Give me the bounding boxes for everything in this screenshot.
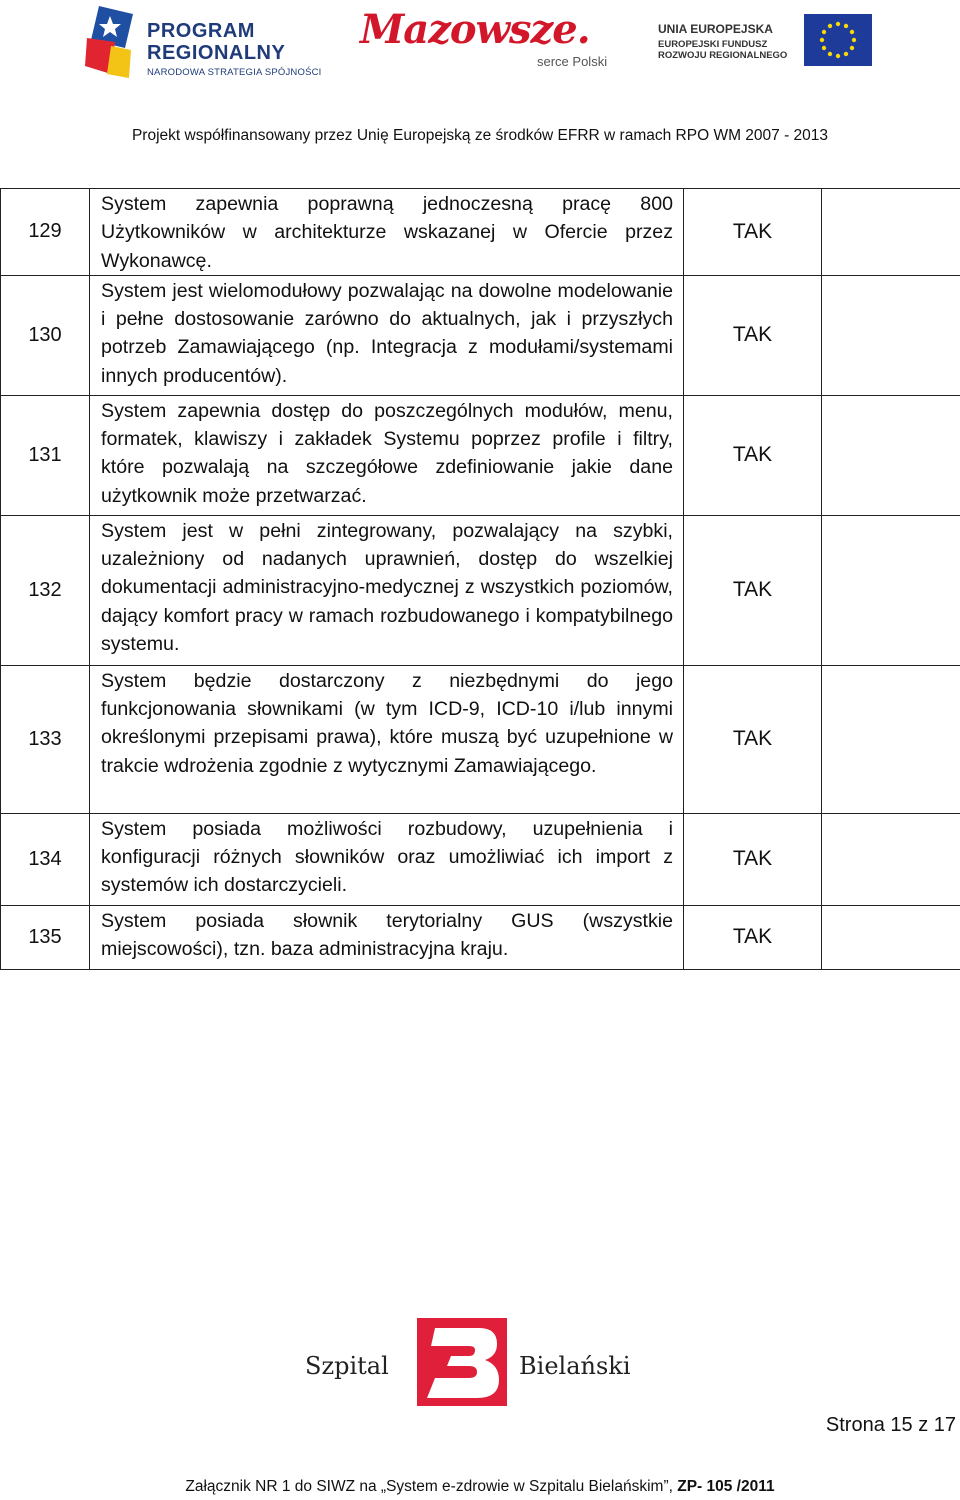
row-number: 134 (1, 813, 90, 905)
eu-fund-logo (658, 14, 878, 74)
row-empty-cell (822, 905, 960, 969)
row-number: 131 (1, 395, 90, 515)
row-value: TAK (684, 515, 822, 665)
row-value: TAK (684, 813, 822, 905)
bielanski-b-icon (417, 1318, 507, 1406)
row-description: System jest wielomodułowy pozwalając na dowolne modelowanie i pełne dostosowanie zarówno do aktualnych, jak i przyszłych potrzeb Zamawiającego (np. Integracja z modułami/systemami innych producentów). (101, 279, 673, 387)
table-row (1, 813, 960, 905)
row-number: 132 (1, 515, 90, 665)
mazowsze-logo (360, 6, 620, 76)
row-description-cell (90, 813, 684, 905)
row-description-cell (90, 665, 684, 813)
row-description-cell (90, 905, 684, 969)
row-empty-cell (822, 395, 960, 515)
row-description: System posiada słownik terytorialny GUS (wszystkie miejscowości), tzn. baza administracyjna kraju. (101, 909, 673, 961)
row-description: System zapewnia dostęp do poszczególnych modułów, menu, formatek, klawiszy i zakładek Systemu poprzez profile i filtry, które pozwalają na szczegółowe zdefiniowanie jakie dane użytkownik może przetwarzać. (101, 399, 673, 507)
mazowsze-tagline: serce Polski (537, 54, 608, 69)
row-description-cell (90, 275, 684, 395)
row-empty-cell (822, 189, 960, 276)
table-row (1, 905, 960, 969)
table-row (1, 665, 960, 813)
row-description: System będzie dostarczony z niezbędnymi do jego funkcjonowania słownikami (w tym ICD-9, ICD-10 i/lub innymi określonymi przepisami prawa), które muszą być uzupełnione w trakcie wdrożenia zgodnie z wytycznymi Zamawiającego. (101, 669, 673, 777)
program-logo-line2: REGIONALNY (147, 42, 286, 64)
row-description: System jest w pełni zintegrowany, pozwalający na szybki, uzależniony od nadanych uprawnień, dostęp do wszelkiej dokumentacji administracyjno-medycznej z wszystkich poziomów, dający komfort pracy w ramach rozbudowanego i kompatybilnego systemu. (101, 519, 673, 656)
mazowsze-wordmark: Mazowsze. (360, 6, 590, 53)
attachment-note-ref: ZP- 105 /2011 (677, 1478, 775, 1495)
row-value: TAK (684, 395, 822, 515)
szpital-bielanski-logo (305, 1318, 657, 1408)
attachment-note (0, 1478, 960, 1496)
row-description: System posiada możliwości rozbudowy, uzupełnienia i konfiguracji różnych słowników oraz umożliwiać ich import z systemów ich dostarczycieli. (101, 817, 673, 897)
program-logo-line3: NARODOWA STRATEGIA SPÓJNOŚCI (147, 67, 322, 78)
eu-logo-line2: EUROPEJSKI FUNDUSZ (658, 39, 768, 50)
header-logos (85, 0, 875, 85)
row-empty-cell (822, 275, 960, 395)
page-number: Strona 15 z 17 (825, 1414, 956, 1436)
eu-logo-line3: ROZWOJU REGIONALNEGO (658, 50, 788, 61)
program-logo-line1: PROGRAM (147, 20, 255, 42)
hospital-logo-right-text: Bielański (519, 1352, 631, 1380)
table-row (1, 515, 960, 665)
row-empty-cell (822, 515, 960, 665)
program-regionalny-logo (85, 2, 335, 82)
row-value: TAK (684, 189, 822, 276)
table-row (1, 275, 960, 395)
row-description: System zapewnia poprawną jednoczesną pracę 800 Użytkowników w architekturze wskazanej w Ofercie przez Wykonawcę. (101, 193, 673, 272)
row-empty-cell (822, 665, 960, 813)
row-description-cell (90, 395, 684, 515)
row-number: 130 (1, 275, 90, 395)
table-row (1, 189, 960, 276)
eu-logo-line1: UNIA EUROPEJSKA (658, 22, 773, 36)
requirements-table (0, 188, 960, 970)
row-number: 135 (1, 905, 90, 969)
row-value: TAK (684, 275, 822, 395)
hospital-logo-left-text: Szpital (305, 1352, 389, 1380)
row-value: TAK (684, 665, 822, 813)
row-description-cell (90, 189, 684, 276)
program-regionalny-star-icon (85, 4, 135, 80)
row-number: 129 (1, 189, 90, 276)
row-value: TAK (684, 905, 822, 969)
row-empty-cell (822, 813, 960, 905)
table-row (1, 395, 960, 515)
cofinancing-note: Projekt współfinansowany przez Unię Europejską ze środków EFRR w ramach RPO WM 2007 - 2013 (131, 127, 829, 144)
attachment-note-main: Załącznik NR 1 do SIWZ na „System e-zdrowie w Szpitalu Bielańskim”, (185, 1478, 678, 1495)
eu-flag-icon (804, 14, 872, 66)
row-description-cell (90, 515, 684, 665)
row-number: 133 (1, 665, 90, 813)
